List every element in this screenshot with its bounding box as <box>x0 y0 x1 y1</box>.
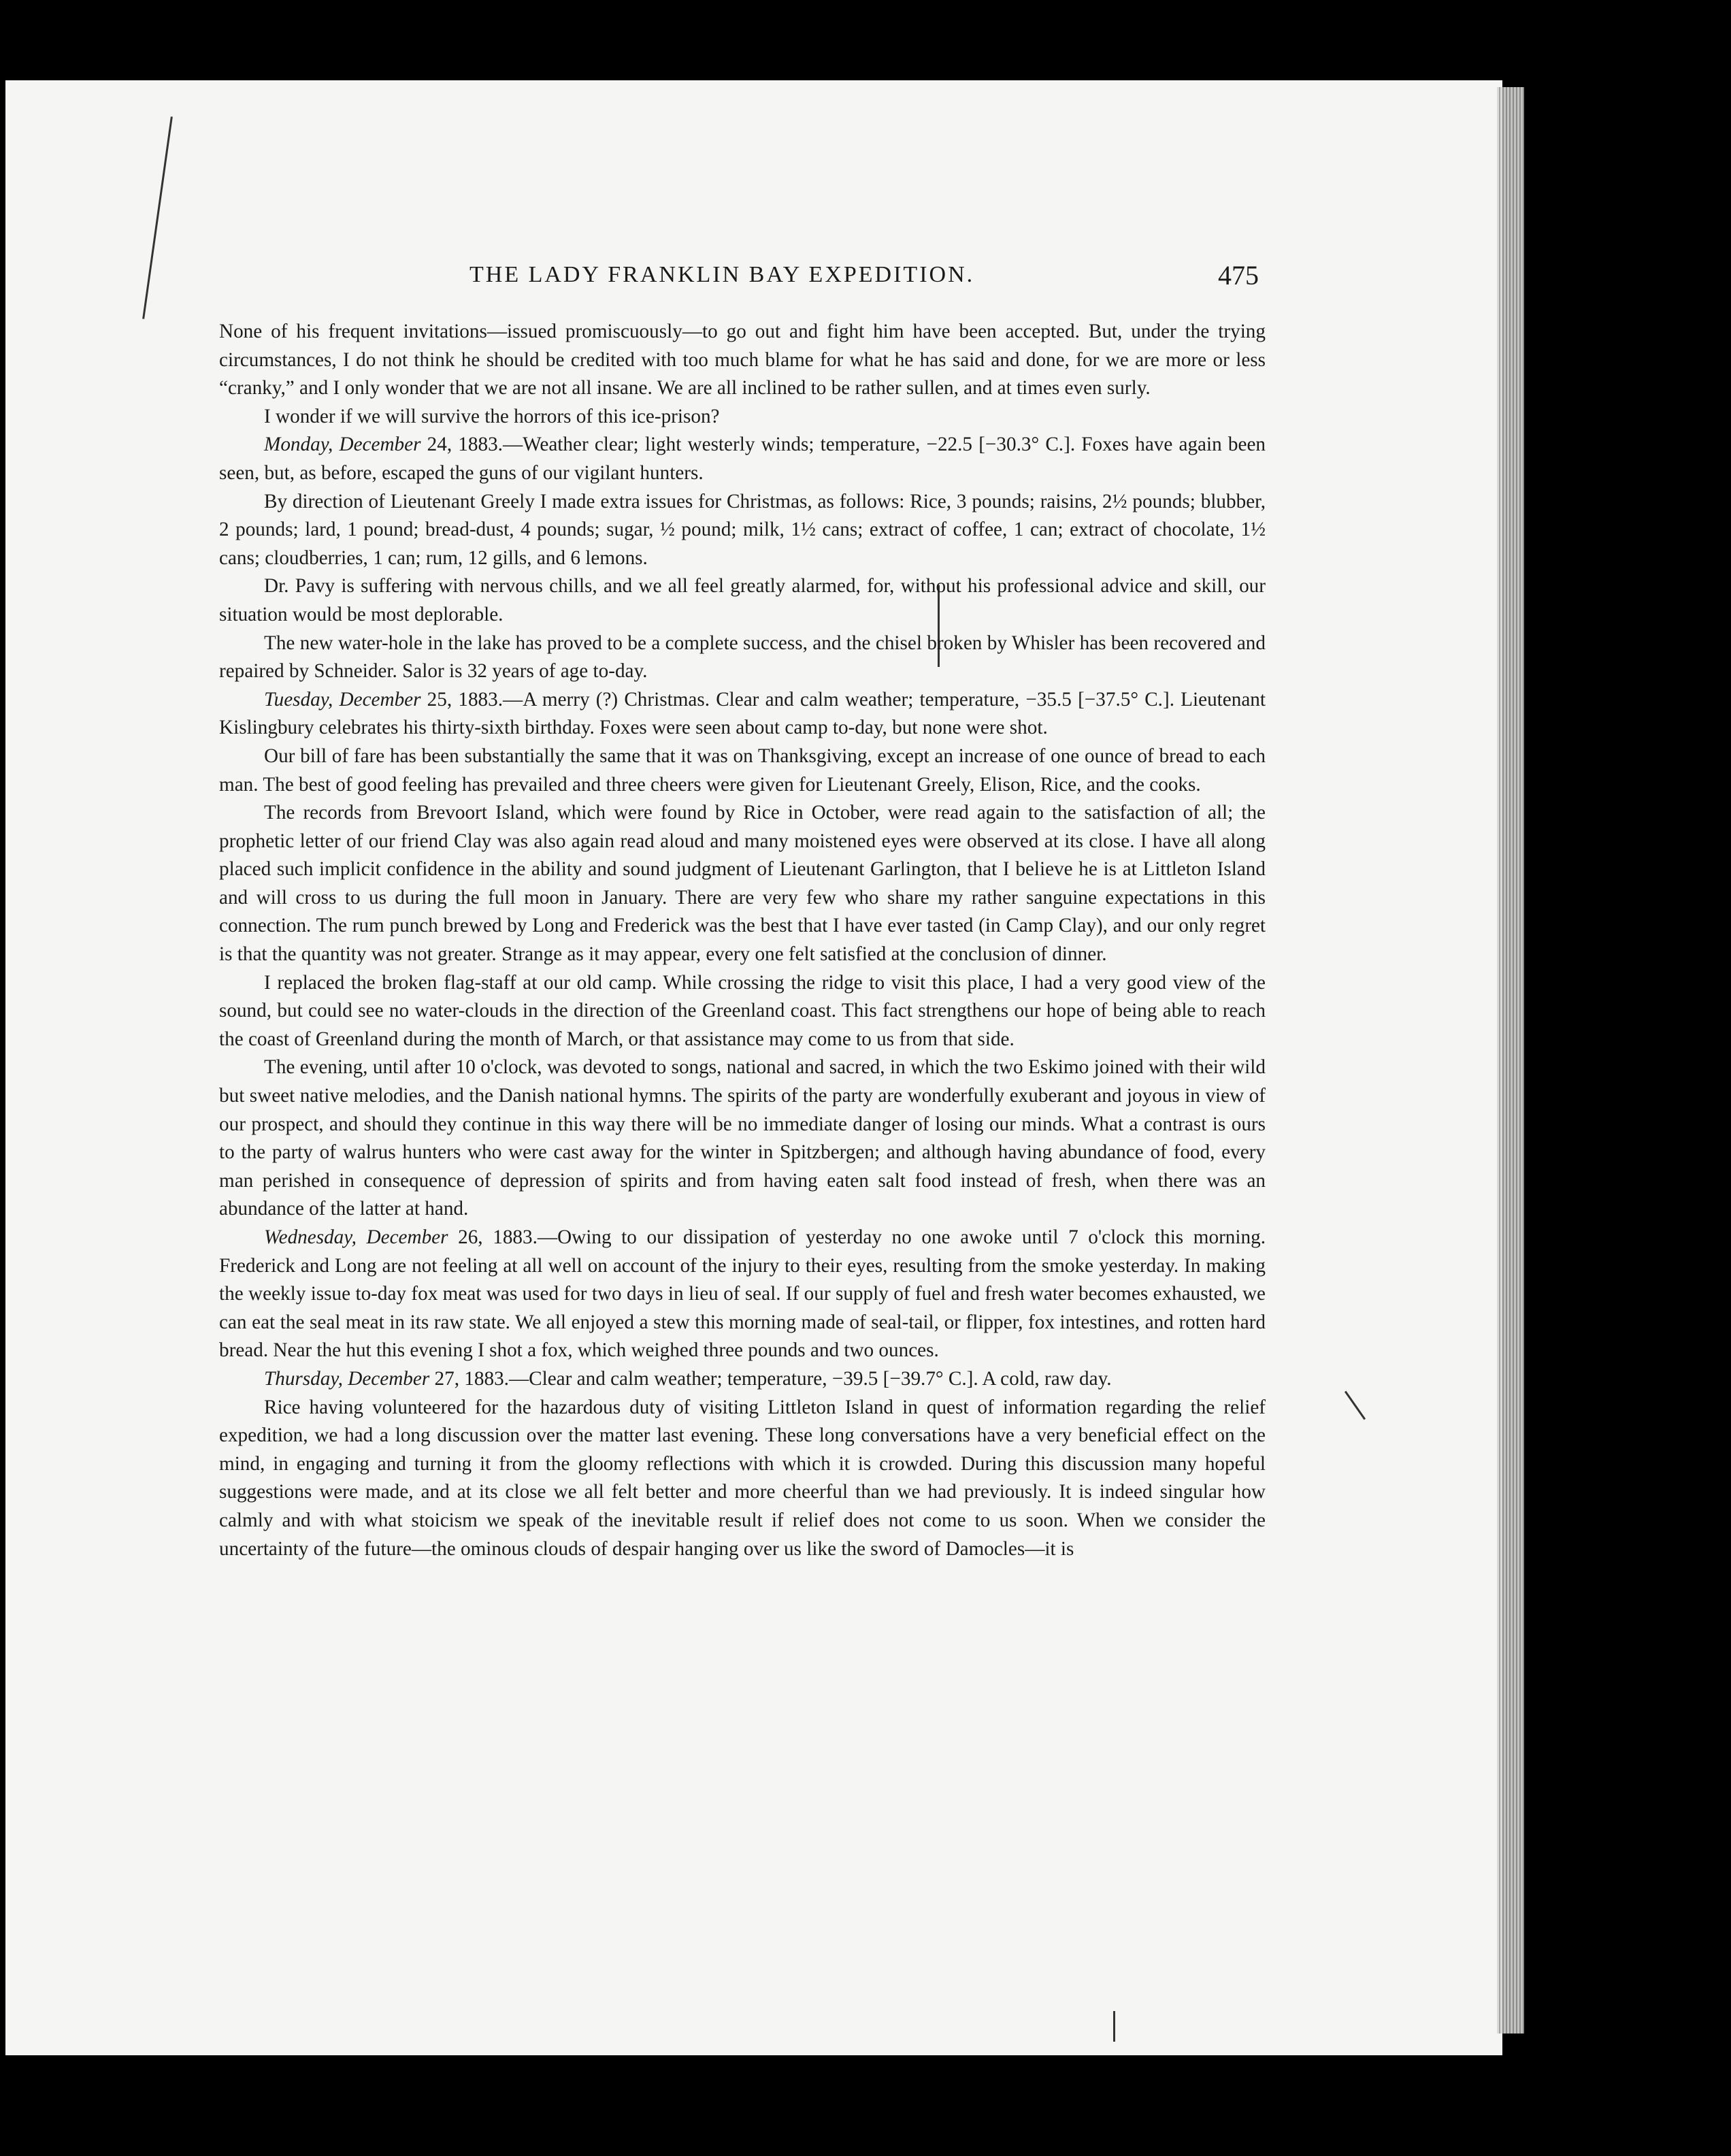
paragraph: Dr. Pavy is suffering with nervous chills, and we all feel greatly alarmed, for, without his professional advice and skill, our situation would be most deplorable. <box>219 575 1266 625</box>
entry-date: Thursday, December <box>264 1367 430 1390</box>
paragraph: The evening, until after 10 o'clock, was devoted to songs, national and sacred, in which the two Eskimo joined with their wild but sweet native melodies, and the Danish national hymns. The spirits of the party are wonderfully exuberant and joyous in view of our prospect, and should they continue in this way there will be no immediate danger of losing our minds. What a contrast is ours to the party of walrus hunters who were cast away for the winter in Spitzbergen; and although having abundance of food, every man perished in consequence of depression of spirits and from having eaten salt food instead of fresh, when there was an abundance of the latter at hand. <box>219 1056 1266 1220</box>
paragraph: Rice having volunteered for the hazardous duty of visiting Littleton Island in quest of information regarding the relief expedition, we had a long discussion over the matter last evening. These long conversations have a very beneficial effect on the mind, in engaging and turning it from the gloomy reflections with which it is crowded. During this discussion many hopeful suggestions were made, and at its close we all felt better and more cheerful than we had previously. It is indeed singular how calmly and with what stoicism we speak of the inevitable result if relief does not come to us soon. When we consider the uncertainty of the future—the ominous clouds of despair hanging over us like the sword of Damocles—it is <box>219 1396 1266 1560</box>
paragraph: I replaced the broken flag-staff at our old camp. While crossing the ridge to visit this place, I had a very good view of the sound, but could see no water-clouds in the direction of the Greenland coast. This fact strengthens our hope of being able to reach the coast of Greenland during the month of March, or that assistance may come to us from that side. <box>219 971 1266 1050</box>
paragraph: The records from Brevoort Island, which were found by Rice in October, were read again to the satisfaction of all; the prophetic letter of our friend Clay was also again read aloud and many moistened eyes were observed at its close. I have all along placed such implicit confidence in the ability and sound judgment of Lieutenant Garlington, that I believe he is at Littleton Island and will cross to us during the full moon in January. There are very few who share my rather sanguine expectations in this connection. The rum punch brewed by Long and Frederick was the best that I have ever tasted (in Camp Clay), and our only regret is that the quantity was not greater. Strange as it may appear, every one felt satisfied at the conclusion of dinner. <box>219 802 1266 966</box>
entry-date: Tuesday, December <box>264 688 421 710</box>
paragraph: The new water-hole in the lake has proved to be a complete success, and the chisel broken by Whisler has been recovered and repaired by Schneider. Salor is 32 years of age to-day. <box>219 632 1266 683</box>
paragraph: Monday, December 24, 1883.—Weather clear; light westerly winds; temperature, −22.5 [−30.3° C.]. Foxes have again been seen, but, as before, escaped the guns of our vigilant hunters. <box>219 434 1266 484</box>
paragraph: None of his frequent invitations—issued promiscuously—to go out and fight him have been accepted. But, under the trying circumstances, I do not think he should be credited with too much blame for what he has said and done, for we are more or less “cranky,” and I only wonder that we are not all insane. We are all inclined to be rather sullen, and at times even surly. <box>219 321 1266 399</box>
paragraph: Thursday, December 27, 1883.—Clear and calm weather; temperature, −39.5 [−39.7° C.]. A cold, raw day. <box>264 1367 1112 1390</box>
pencil-mark <box>1113 2011 1115 2042</box>
paragraph: By direction of Lieutenant Greely I made extra issues for Christmas, as follows: Rice, 3 pounds; raisins, 2½ pounds; blubber, 2 pounds; lard, 1 pound; bread-dust, 4 pounds; sugar, ½ pound; milk, 1½ cans; extract of coffee, 1 can; extract of chocolate, 1½ cans; cloudberries, 1 can; rum, 12 gills, and 6 lemons. <box>219 490 1266 569</box>
paragraph: Our bill of fare has been substantially the same that it was on Thanksgiving, except an increase of one ounce of bread to each man. The best of good feeling has prevailed and three cheers were given for Lieutenant Greely, Elison, Rice, and the cooks. <box>219 745 1266 796</box>
running-title: THE LADY FRANKLIN BAY EXPEDITION. <box>469 262 975 287</box>
page-edges <box>1497 87 1524 2034</box>
body-text <box>219 318 1266 1563</box>
page-number: 475 <box>1218 260 1259 291</box>
entry-date: Wednesday, December <box>264 1226 448 1248</box>
paragraph: I wonder if we will survive the horrors of this ice-prison? <box>264 405 720 427</box>
paragraph: Tuesday, December 25, 1883.—A merry (?) Christmas. Clear and calm weather; temperature, −35.5 [−37.5° C.]. Lieutenant Kislingbury celebrates his thirty-sixth birthday. Foxes were seen about camp to-day, but none were shot. <box>219 688 1266 739</box>
page-header <box>225 262 1259 303</box>
entry-date: Monday, December <box>264 434 421 456</box>
paragraph: Wednesday, December 26, 1883.—Owing to our dissipation of yesterday no one awoke until 7 o'clock this morning. Frederick and Long are not feeling at all well on account of the injury to their eyes, resulting from the smoke yesterday. In making the weekly issue to-day fox meat was used for two days in lieu of seal. If our supply of fuel and fresh water becomes exhausted, we can eat the seal meat in its raw state. We all enjoyed a stew this morning made of seal-tail, or flipper, fox intestines, and rotten hard bread. Near the hut this evening I shot a fox, which weighed three pounds and two ounces. <box>219 1226 1266 1362</box>
